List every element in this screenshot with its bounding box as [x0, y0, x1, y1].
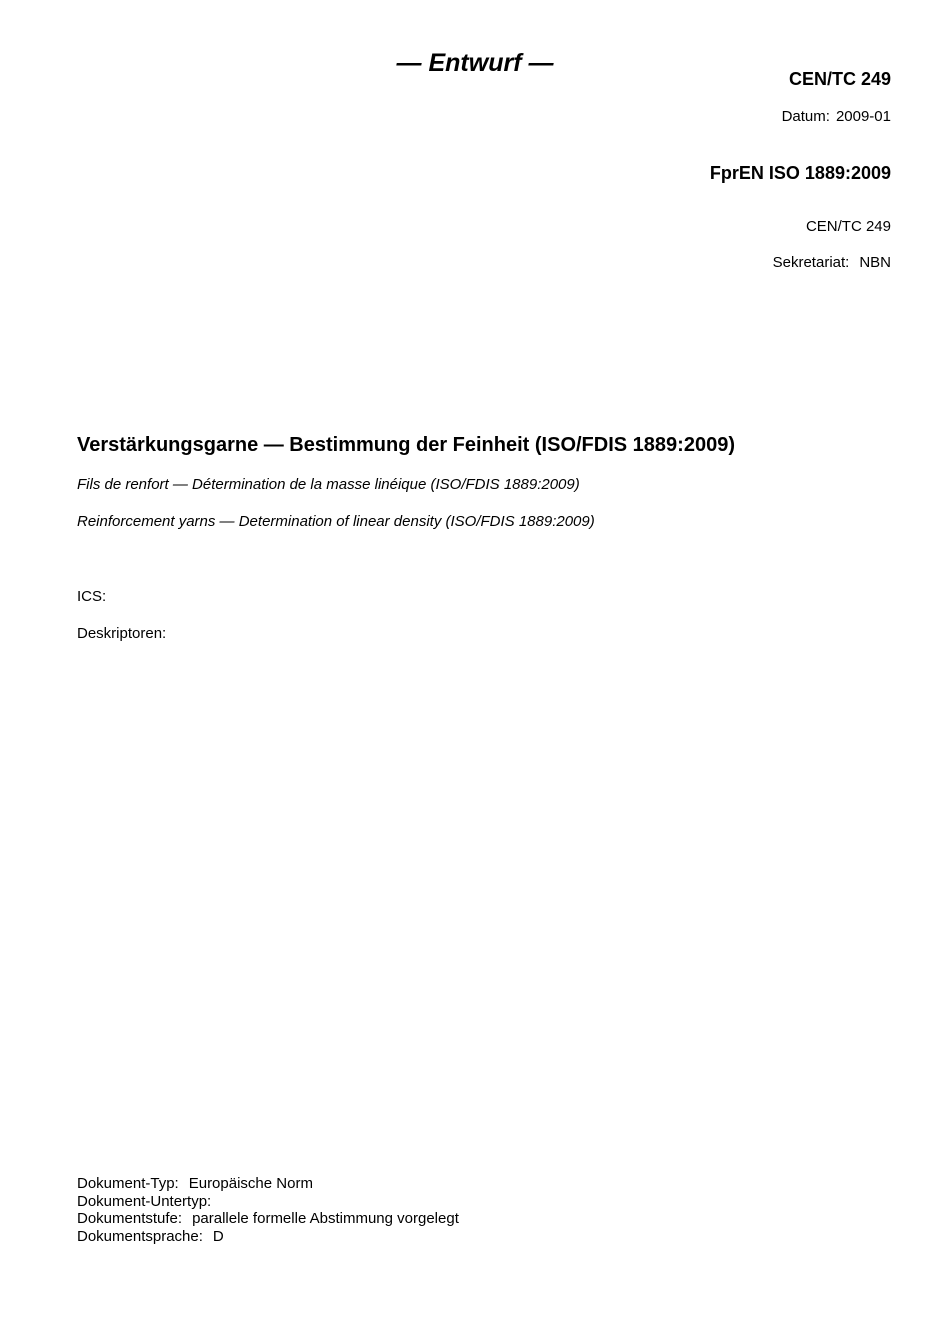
document-stage-value: parallele formelle Abstimmung vorgelegt	[192, 1210, 459, 1227]
document-type-row	[77, 1175, 459, 1193]
date-line	[782, 108, 891, 126]
secretariat-label: Sekretariat:	[772, 254, 850, 271]
draft-banner: — Entwurf —	[396, 49, 554, 77]
document-stage-label: Dokumentstufe:	[77, 1210, 183, 1227]
committee-secondary: CEN/TC 249	[805, 218, 891, 235]
document-stage-row	[77, 1210, 459, 1228]
date-value: 2009-01	[835, 108, 891, 125]
document-type-label: Dokument-Typ:	[77, 1175, 179, 1192]
document-type-value: Europäische Norm	[188, 1175, 313, 1192]
descriptors-label: Deskriptoren:	[77, 625, 167, 642]
document-language-label: Dokumentsprache:	[77, 1227, 203, 1245]
document-subtype-label: Dokument-Untertyp:	[77, 1192, 212, 1210]
title-english: Reinforcement yarns — Determination of linear density (ISO/FDIS 1889:2009)	[77, 513, 595, 530]
secretariat-line	[773, 254, 891, 272]
title-french: Fils de renfort — Détermination de la masse linéique (ISO/FDIS 1889:2009)	[77, 476, 580, 493]
title-german: Verstärkungsgarne — Bestimmung der Feinheit (ISO/FDIS 1889:2009)	[77, 434, 735, 456]
standard-number: FprEN ISO 1889:2009	[709, 163, 891, 183]
secretariat-value: NBN	[859, 254, 891, 271]
date-label: Datum:	[781, 108, 830, 125]
document-language-value: D	[212, 1227, 224, 1245]
document-language-row	[77, 1228, 459, 1246]
document-info-block	[77, 1175, 459, 1245]
document-subtype-row	[77, 1193, 459, 1211]
committee-heading: CEN/TC 249	[788, 69, 891, 89]
ics-label: ICS:	[77, 588, 107, 605]
